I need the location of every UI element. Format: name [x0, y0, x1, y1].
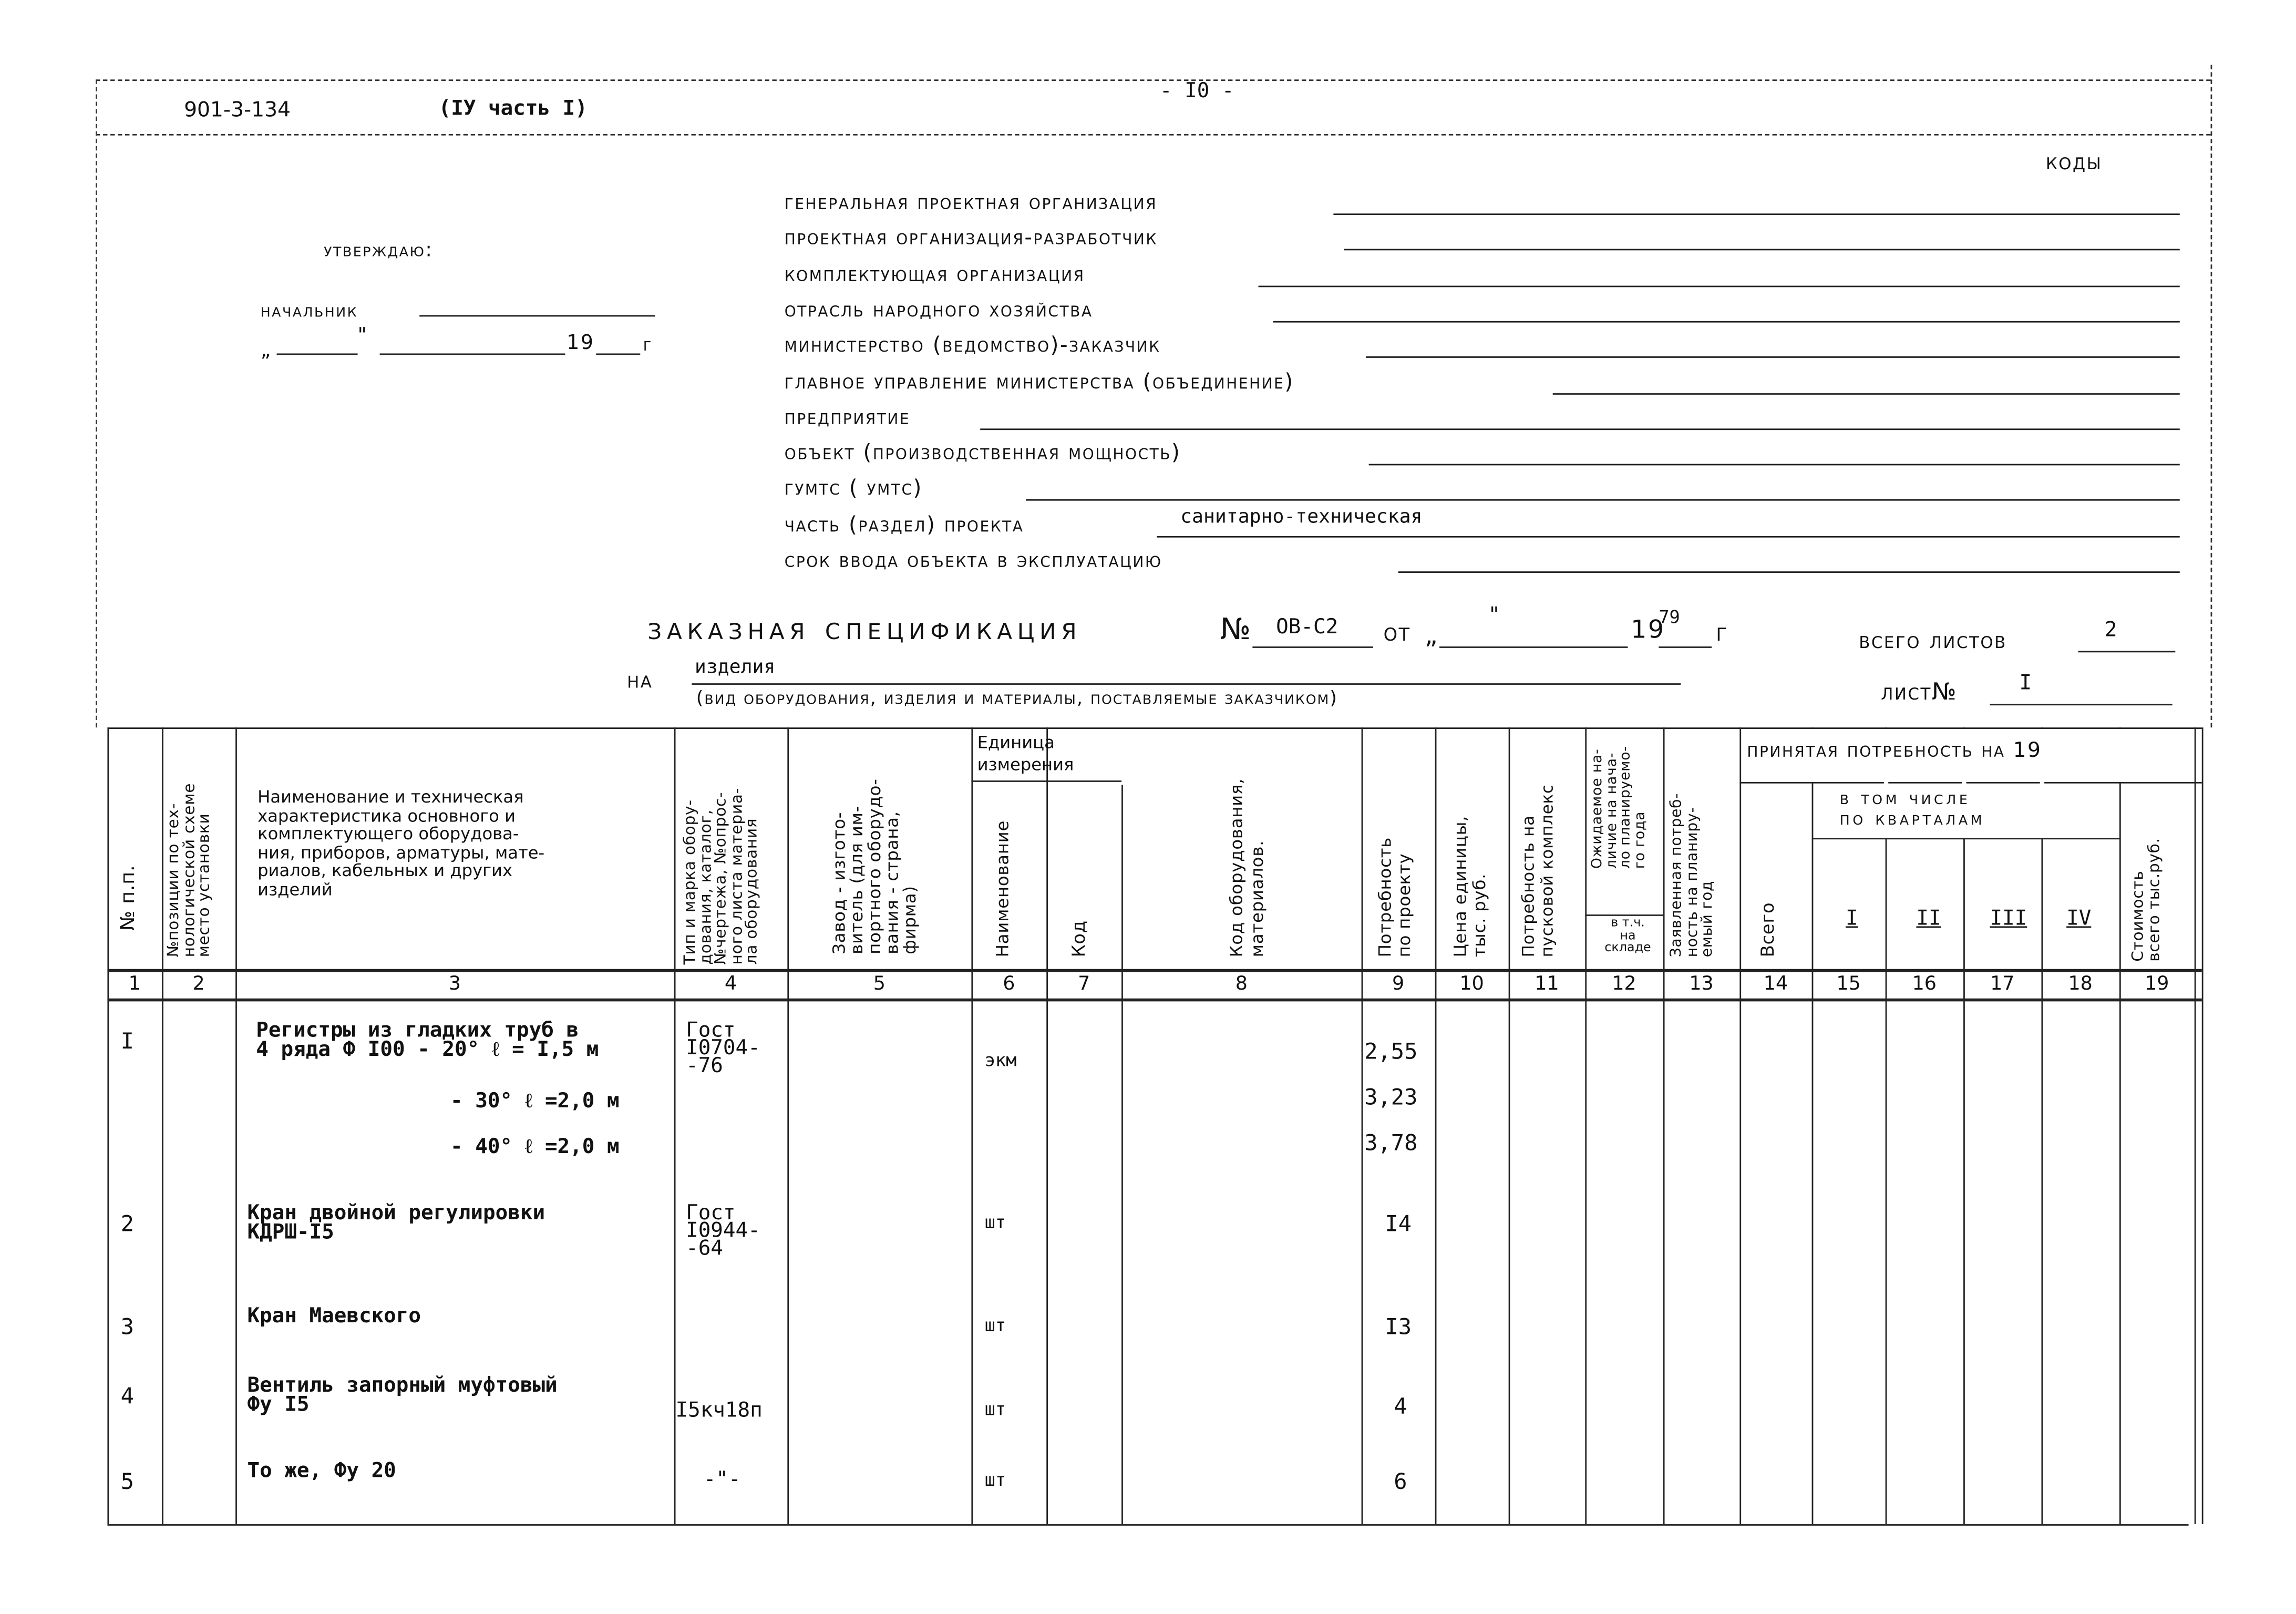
approve-date-quote: „ [260, 338, 272, 363]
header-bottom-border [107, 969, 2201, 972]
row-qty: 3,23 [1364, 1084, 1418, 1111]
column-number: 11 [1535, 973, 1559, 996]
total-sheets-line [2078, 651, 2176, 652]
org-field-label: министерство (ведомство)-заказчик [784, 334, 1161, 358]
column-line [1046, 727, 1048, 1524]
org-field-line [1273, 321, 2180, 323]
unit-group-header: Единица измерения [977, 732, 1074, 775]
column-line [1663, 727, 1665, 1524]
row-unit: экм [984, 1050, 1017, 1071]
col-header-11: Потребность на пусковой комплекс [1519, 784, 1558, 958]
column-line [2041, 727, 2043, 1524]
row-pp: 4 [120, 1383, 134, 1410]
column-line [787, 727, 789, 1524]
column-number: 7 [1078, 973, 1090, 996]
column-line [1886, 727, 1887, 1524]
row-type-line: I5кч18п [675, 1399, 763, 1423]
sheet-line [1990, 704, 2172, 705]
row-name-line: Фу I5 [247, 1393, 310, 1417]
total-sheets-value: 2 [2104, 618, 2117, 642]
spec-number-line [1252, 646, 1373, 648]
column-number: 12 [1612, 973, 1636, 996]
column-line [107, 727, 109, 1524]
row-pp: 5 [120, 1468, 134, 1495]
org-field-label: комплектующая организация [784, 263, 1085, 287]
approve-date-quote2: " [357, 324, 368, 348]
column-number: 16 [1912, 973, 1937, 996]
approve-year-prefix: 19 [567, 331, 595, 355]
column-line [1121, 785, 1123, 1524]
column-number: 6 [1003, 973, 1015, 996]
col-header-12-sub: в т.ч. на складе [1604, 916, 1651, 956]
org-field-line [1366, 357, 2180, 358]
spec-year: 79 [1659, 606, 1680, 628]
org-field-line [980, 428, 2180, 430]
row-unit: шт [984, 1399, 1006, 1420]
column-number: 18 [2068, 973, 2093, 996]
org-field-value: санитарно-техническая [1180, 506, 1423, 529]
spec-year-suffix: г [1716, 618, 1728, 648]
row-name-line: - 40° ℓ =2,0 м [450, 1135, 620, 1159]
spec-on-label: на [627, 667, 653, 694]
quarters-group-divider [1812, 838, 2119, 839]
col-header-19: Стоимость всего тыс.руб. [2129, 838, 2164, 962]
column-line [1435, 727, 1437, 1524]
sheet-value: I [2019, 671, 2032, 695]
spec-number-label: № [1220, 611, 1252, 647]
org-field-line [1026, 500, 2180, 501]
org-field-line [1259, 285, 2180, 286]
org-field-label: часть (раздел) проекта [784, 513, 1024, 537]
column-line [1963, 727, 1965, 1524]
column-number: 13 [1689, 973, 1714, 996]
chief-signature-line [419, 315, 655, 317]
doc-part: (IУ часть I) [438, 97, 588, 121]
row-name-line: 4 ряда Ф I00 - 20° ℓ = I,5 м [256, 1038, 599, 1062]
org-field-line [1398, 571, 2180, 573]
column-line [2119, 727, 2121, 1524]
org-field-label: проектная организация-разработчик [784, 227, 1158, 251]
org-field-label: генеральная проектная организация [784, 191, 1158, 215]
column-line [2195, 727, 2196, 1524]
approve-chief: начальник [260, 299, 358, 323]
row-type-line: Гост [686, 1201, 736, 1226]
org-field-label: объект (производственная мощность) [784, 441, 1181, 466]
row-name-line: То же, Фу 20 [247, 1459, 396, 1483]
row-name-line: - 30° ℓ =2,0 м [450, 1089, 620, 1114]
org-field-line [1553, 393, 2180, 394]
row-name-line: КДРШ-I5 [247, 1220, 334, 1245]
row-pp: 2 [120, 1210, 134, 1237]
column-line [162, 727, 163, 1524]
col-header-3: Наименование и техническая характеристика основного и комплектующего оборудова- ния, приборов, арматуры, мате- риалов, кабельных и других изделий [258, 786, 545, 899]
org-field-line [1344, 249, 2180, 251]
column-number: 14 [1763, 973, 1788, 996]
spec-subject-note: (вид оборудования, изделия и материалы, поставляемые заказчиком) [696, 686, 1338, 708]
row-name-line: Кран Маевского [247, 1304, 421, 1329]
org-field-label: срок ввода объекта в эксплуатацию [784, 549, 1162, 573]
table-right-border [2202, 727, 2204, 1524]
col-header-18: IV [2066, 907, 2092, 931]
spec-from-label: от [1383, 618, 1411, 648]
row-unit: шт [984, 1469, 1006, 1490]
spec-year-prefix: 19 [1631, 615, 1665, 645]
column-number: 19 [2145, 973, 2169, 996]
column-number: 9 [1392, 973, 1405, 996]
column-number: 4 [724, 973, 737, 996]
header-divider [96, 134, 2211, 136]
col-header-16: II [1916, 907, 1941, 931]
spec-number: ОВ-С2 [1276, 615, 1339, 640]
table-bottom-border [107, 1524, 2188, 1526]
frame-left [96, 79, 97, 727]
column-line [1812, 727, 1814, 1524]
row-qty: 3,78 [1364, 1129, 1418, 1156]
row-pp: 3 [120, 1313, 134, 1340]
col-header-13: Заявленная потреб- ность на планиру- емый год [1669, 793, 1716, 958]
column-line [1362, 727, 1363, 1524]
spec-subject: изделия [694, 656, 776, 679]
row-type-line: -76 [686, 1054, 723, 1078]
column-number: 17 [1990, 973, 2015, 996]
spec-subject-line [692, 683, 1681, 685]
approve-day-line [277, 353, 358, 355]
column-line [1509, 727, 1510, 1524]
sheet-label: лист№ [1881, 677, 1958, 706]
org-field-line [1369, 464, 2180, 466]
row-type-line: -"- [703, 1468, 741, 1492]
row-qty: 4 [1394, 1393, 1407, 1420]
frame-top [96, 79, 2211, 81]
column-line [1585, 727, 1587, 1524]
span-mask [2118, 729, 2122, 782]
row-type-line: I0704- [686, 1036, 760, 1061]
approve-month-line [380, 353, 565, 355]
row-type-line: -64 [686, 1237, 723, 1261]
unit-group-divider [971, 780, 1121, 782]
org-field-line [1333, 213, 2179, 215]
codes-label: коды [2045, 149, 2103, 176]
row-type-line: I0944- [686, 1219, 760, 1243]
col-header-6: Наименование [992, 820, 1013, 958]
spec-title: заказная спецификация [647, 611, 1082, 647]
row-qty: 2,55 [1364, 1038, 1418, 1065]
col-header-14: Всего [1757, 902, 1778, 958]
col-header-9: Потребность по проекту [1374, 837, 1415, 958]
row-name-line: Вентиль запорный муфтовый [247, 1374, 558, 1398]
col-header-8: Код оборудования, материалов. [1226, 778, 1268, 958]
column-number: 3 [448, 973, 461, 996]
org-field-label: главное управление министерства (объединение) [784, 370, 1294, 394]
spec-year-line [1659, 646, 1712, 648]
org-field-label: отрасль народного хозяйства [784, 299, 1093, 323]
row-pp: I [120, 1027, 134, 1055]
doc-code: 901-3-134 [184, 98, 291, 122]
column-number: 1 [128, 973, 141, 996]
col-header-10: Цена единицы, тыс. руб. [1449, 815, 1490, 958]
org-field-label: гумтс ( умтс) [784, 477, 923, 501]
total-sheets-label: всего листов [1859, 625, 2007, 654]
frame-right [2211, 65, 2212, 727]
col-header-4: Тип и марка обору- дования, каталог, №чертежа, №опрос- ного листа материа- ла оборудования [681, 787, 761, 965]
approve-year-suffix: г [643, 333, 653, 357]
column-number: 8 [1235, 973, 1248, 996]
spec-date-line [1439, 646, 1628, 648]
accepted-group-divider [1739, 782, 2201, 784]
col-header-1: № п.п. [118, 865, 140, 931]
row-name-line: Регистры из гладких труб в [256, 1019, 579, 1043]
org-field-label: предприятие [784, 406, 911, 430]
column-number: 5 [873, 973, 886, 996]
row-qty: I4 [1385, 1210, 1412, 1237]
col-header-2: №позиции по тех- нологической схеме место установки [164, 783, 214, 958]
accepted-group-header: принятая потребность на 19 [1747, 739, 2042, 763]
column-line [235, 727, 237, 1524]
approve-title: утверждаю: [324, 238, 434, 262]
col-header-7: Код [1068, 920, 1089, 958]
org-field-line [1157, 536, 2179, 537]
column-line [1739, 727, 1741, 1524]
quarters-group-header: в том числе по кварталам [1839, 786, 1985, 831]
column-number: 15 [1836, 973, 1861, 996]
approve-year-line [596, 353, 640, 355]
row-unit: шт [984, 1212, 1006, 1233]
row-type-line: Гост [686, 1019, 736, 1043]
col-header-17: III [1990, 907, 2027, 931]
spec-quote-open: „ [1425, 621, 1439, 651]
number-row-border [107, 999, 2201, 1002]
col-header-15: I [1846, 907, 1858, 931]
row-unit: шт [984, 1315, 1006, 1336]
row-qty: I3 [1385, 1313, 1412, 1340]
col-header-5: Завод - изгото- витель (для им- портного оборудо- вания - страна, фирма) [828, 778, 920, 954]
column-number: 2 [192, 973, 205, 996]
row-name-line: Кран двойной регулировки [247, 1201, 545, 1226]
row-qty: 6 [1394, 1468, 1407, 1495]
col-header-12: Ожидаемое на- личие на нача- ло планируемо- го года [1589, 746, 1648, 869]
page-number: - I0 - [1159, 79, 1234, 104]
column-line [971, 727, 973, 1524]
spec-quote-close: " [1489, 603, 1500, 628]
column-number: 10 [1459, 973, 1484, 996]
